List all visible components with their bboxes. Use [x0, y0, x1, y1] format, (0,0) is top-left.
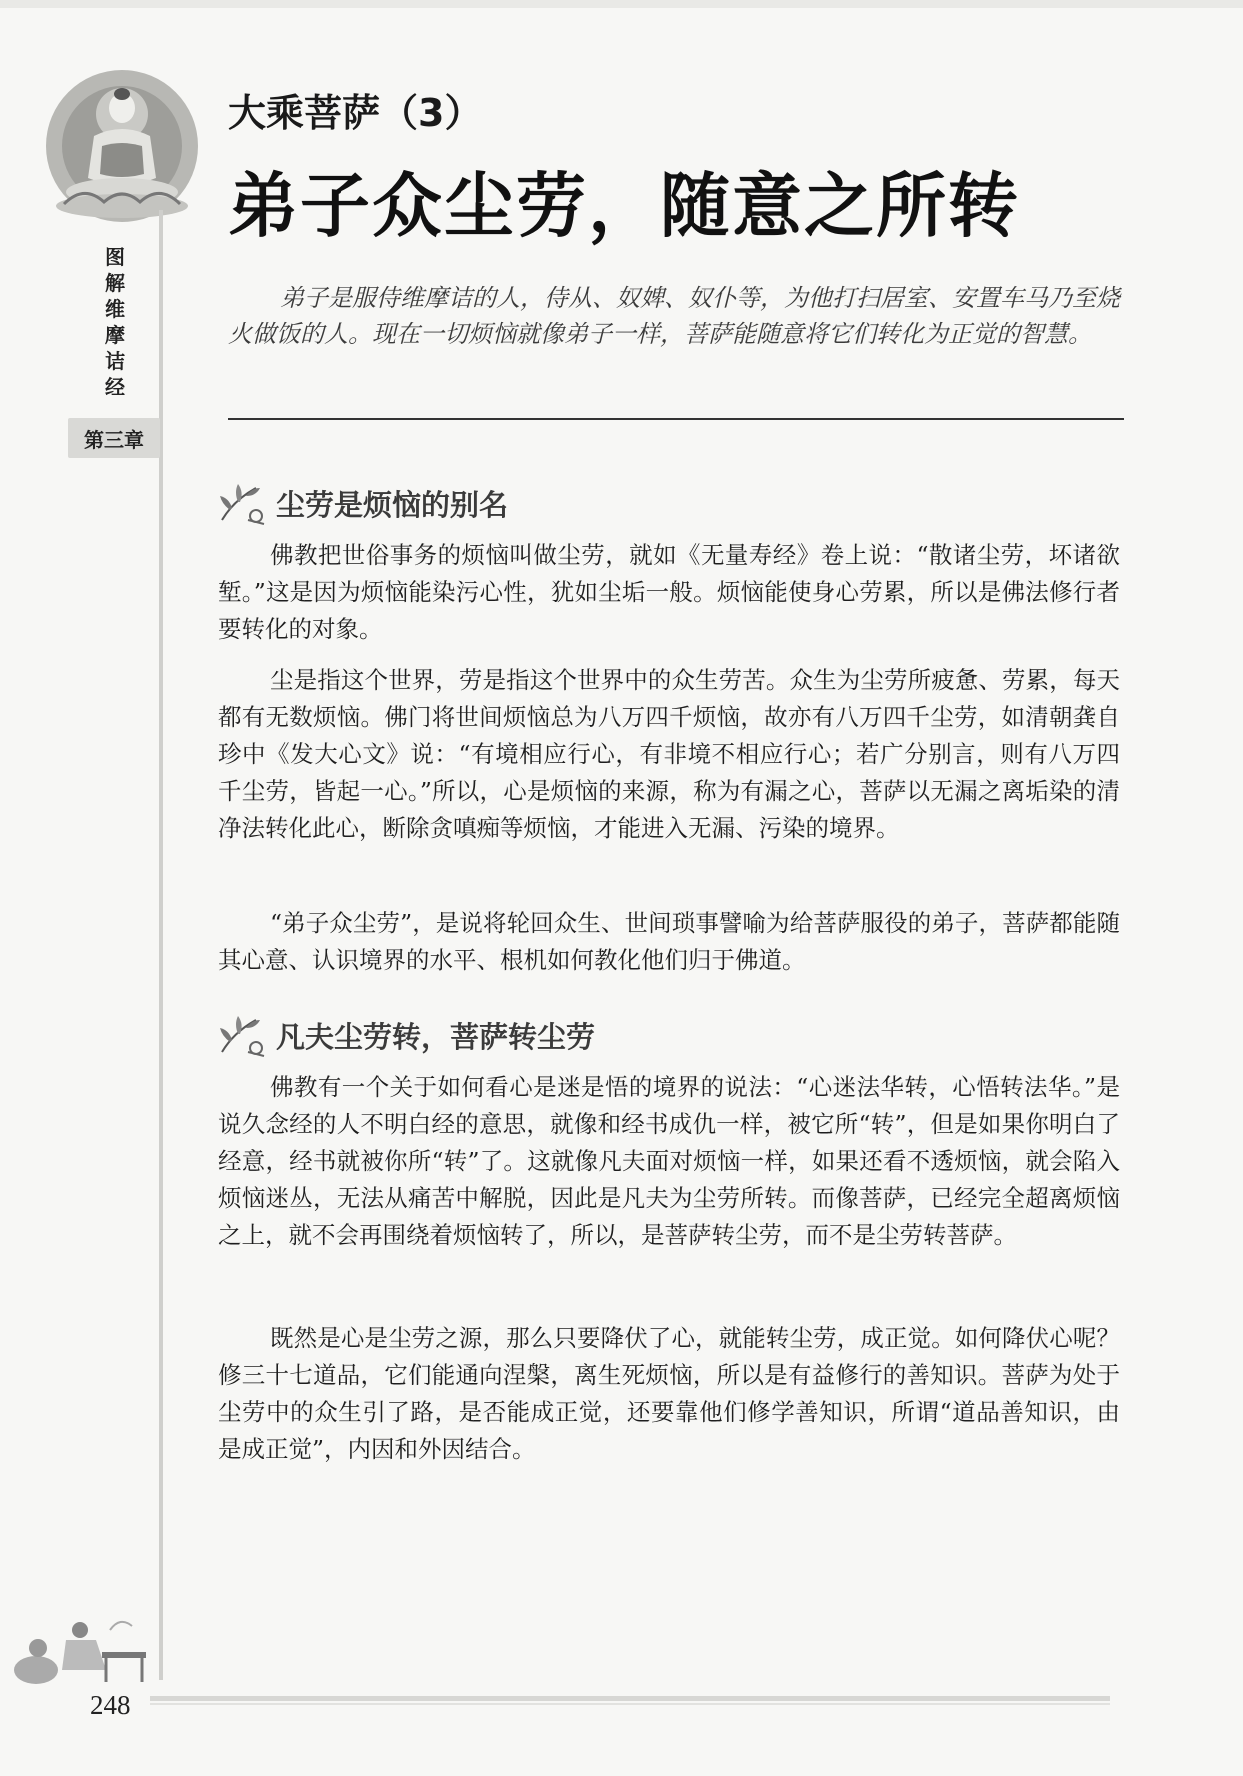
body-paragraph: “弟子众尘劳”，是说将轮回众生、世间琐事譬喻为给菩萨服役的弟子，菩萨都能随其心意、认识境界的水平、根机如何教化他们归于佛道。	[218, 909, 1120, 974]
body-paragraph: 尘是指这个世界，劳是指这个世界中的众生劳苦。众生为尘劳所疲惫、劳累，每天都有无数烦恼。佛门将世间烦恼总为八万四千烦恼，故亦有八万四千尘劳，如清朝龚自珍中《发大心文》说：“有境相应行心，有非境不相应行心；若广分别言，则有八万四千尘劳，皆起一心。”所以，心是烦恼的来源，称为有漏之心，菩萨以无漏之离垢染的清净法转化此心，断除贪嗔痴等烦恼，才能进入无漏、污染的境界。	[218, 666, 1120, 842]
sidebar	[72, 210, 162, 1680]
body-paragraph: 佛教有一个关于如何看心是迷是悟的境界的说法：“心迷法华转，心悟转法华。”是说久念经的人不明白经的意思，就像和经书成仇一样，被它所“转”，但是如果你明白了经意，经书就被你所“转”了。这就像凡夫面对烦恼一样，如果还看不透烦恼，就会陷入烦恼迷丛，无法从痛苦中解脱，因此是凡夫为尘劳所转。而像菩萨，已经完全超离烦恼之上，就不会再围绕着烦恼转了，所以，是菩萨转尘劳，而不是尘劳转菩萨。	[218, 1073, 1120, 1249]
book-title-char: 诘	[105, 349, 125, 373]
section-heading-text: 凡夫尘劳转，菩萨转尘劳	[276, 1019, 596, 1054]
book-title-char: 经	[105, 375, 125, 399]
book-title-char: 维	[105, 297, 125, 321]
body-paragraph: 既然是心是尘劳之源，那么只要降伏了心，就能转尘劳，成正觉。如何降伏心呢？修三十七道品，它们能通向涅槃，离生死烦恼，所以是有益修行的善知识。菩萨为处于尘劳中的众生引了路，是否能成正觉，还要靠他们修学善知识，所谓“道品善知识，由是成正觉”，内因和外因结合。	[218, 1324, 1120, 1463]
footer-divider	[150, 1696, 1110, 1701]
lotus-branch-icon	[216, 480, 266, 526]
chapter-tab: 第三章	[68, 418, 160, 458]
scholar-scene-icon	[6, 1600, 166, 1692]
lotus-branch-icon	[216, 1012, 266, 1058]
intro-divider	[228, 418, 1124, 420]
section-heading-1	[216, 480, 508, 526]
page-title: 弟子众尘劳，随意之所转	[228, 165, 1020, 247]
section-heading-text: 尘劳是烦恼的别名	[276, 487, 509, 522]
buddha-medallion-icon	[44, 66, 200, 226]
section-heading-2	[216, 1012, 595, 1058]
series-title: 大乘菩萨（3）	[228, 91, 483, 135]
page-top-edge	[0, 0, 1243, 8]
page-number: 248	[90, 1690, 131, 1720]
footer-divider-thin	[150, 1703, 1110, 1705]
intro-paragraph: 弟子是服侍维摩诘的人，侍从、奴婢、奴仆等，为他打扫居室、安置车马乃至烧火做饭的人。现在一切烦恼就像弟子一样，菩萨能随意将它们转化为正觉的智慧。	[228, 284, 1120, 348]
book-title-char: 解	[105, 271, 125, 295]
book-title-char: 摩	[105, 323, 125, 347]
body-paragraph: 佛教把世俗事务的烦恼叫做尘劳，就如《无量寿经》卷上说：“散诸尘劳，坏诸欲堑。”这是因为烦恼能染污心性，犹如尘垢一般。烦恼能使身心劳累，所以是佛法修行者要转化的对象。	[218, 541, 1120, 643]
book-title-char: 图	[105, 245, 125, 269]
